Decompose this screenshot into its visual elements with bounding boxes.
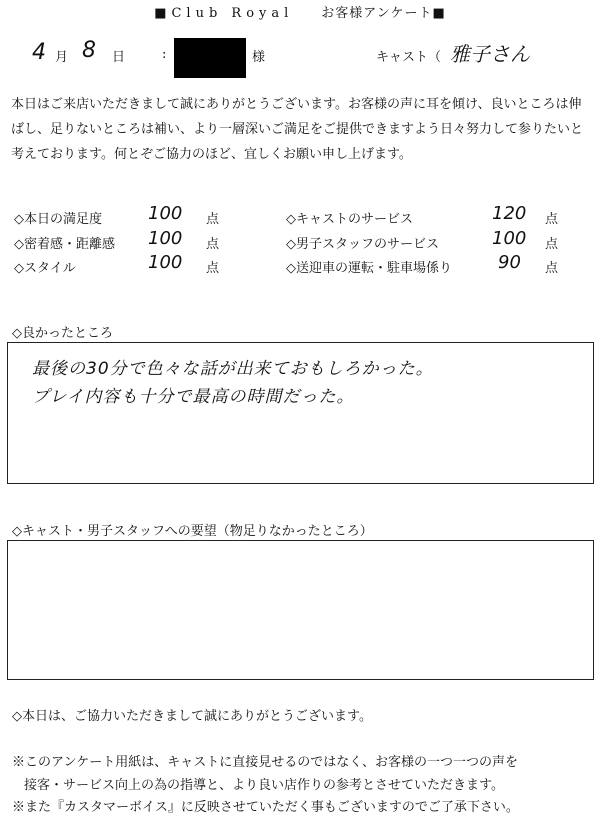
name-colon: : — [162, 47, 167, 62]
rating-row — [286, 252, 586, 276]
rating-unit: 点 — [206, 261, 220, 276]
rating-label: ◇スタイル — [14, 261, 76, 276]
footer-note: ※また『カスタマーボイス』に反映させていただく事もございますのでご了承下さい。 — [12, 800, 519, 815]
cast-label: キャスト（ — [376, 50, 442, 65]
survey-title: お客様アンケート■ — [321, 6, 446, 21]
day-label: 日 — [112, 50, 126, 65]
rating-row — [286, 203, 586, 227]
cast-name: 雅子さん — [450, 42, 530, 66]
rating-label: ◇男子スタッフのサービス — [286, 237, 439, 252]
requests-label: ◇キャスト・男子スタッフへの要望（物足りなかったところ） — [12, 524, 373, 539]
rating-unit: 点 — [206, 212, 220, 227]
month-value: 4 — [32, 40, 46, 65]
footer-note: ※このアンケート用紙は、キャストに直接見せるのではなく、お客様の一つ一つの声を — [12, 755, 518, 770]
good-points-label: ◇良かったところ — [12, 326, 113, 341]
month-label: 月 — [55, 50, 69, 65]
thanks-note: ◇本日は、ご協力いただきまして誠にありがとうございます。 — [12, 709, 372, 724]
redacted-customer-name — [174, 38, 246, 78]
rating-unit: 点 — [545, 212, 559, 227]
footer-note: 接客・サービス向上の為の指導と、より良い店作りの参考とさせていただきます。 — [24, 778, 504, 793]
day-value: 8 — [82, 38, 96, 63]
rating-row — [14, 252, 264, 276]
rating-value: 100 — [148, 252, 183, 273]
rating-label: ◇送迎車の運転・駐車場係り — [286, 261, 452, 276]
rating-unit: 点 — [545, 237, 559, 252]
comment-line: プレイ内容も十分で最高の時間だった。 — [32, 387, 355, 407]
comment-line: 最後の30分で色々な話が出来ておもしろかった。 — [32, 359, 434, 379]
honorific-label: 様 — [252, 50, 266, 65]
brand-name: ■Club Royal — [154, 6, 294, 21]
intro-paragraph: 本日はご来店いただきまして誠にありがとうございます。お客様の声に耳を傾け、良いところは伸ばし、足りないところは補い、より一層深いご満足をご提供できますよう日々努力して参りたいと考えております。何とぞご協力のほど、宜しくお願い申し上げます。 — [11, 97, 584, 162]
rating-row — [14, 203, 264, 227]
rating-value: 100 — [492, 228, 527, 249]
rating-value: 100 — [148, 203, 183, 224]
requests-box — [7, 540, 594, 680]
rating-value: 100 — [148, 228, 183, 249]
rating-row — [286, 228, 586, 252]
rating-label: ◇キャストのサービス — [286, 212, 413, 227]
rating-row — [14, 228, 264, 252]
rating-value: 120 — [492, 203, 527, 224]
rating-label: ◇密着感・距離感 — [14, 237, 115, 252]
form-title — [0, 2, 600, 21]
rating-unit: 点 — [545, 261, 559, 276]
good-points-box — [7, 342, 594, 484]
rating-label: ◇本日の満足度 — [14, 212, 102, 227]
rating-unit: 点 — [206, 237, 220, 252]
rating-value: 90 — [498, 252, 521, 273]
